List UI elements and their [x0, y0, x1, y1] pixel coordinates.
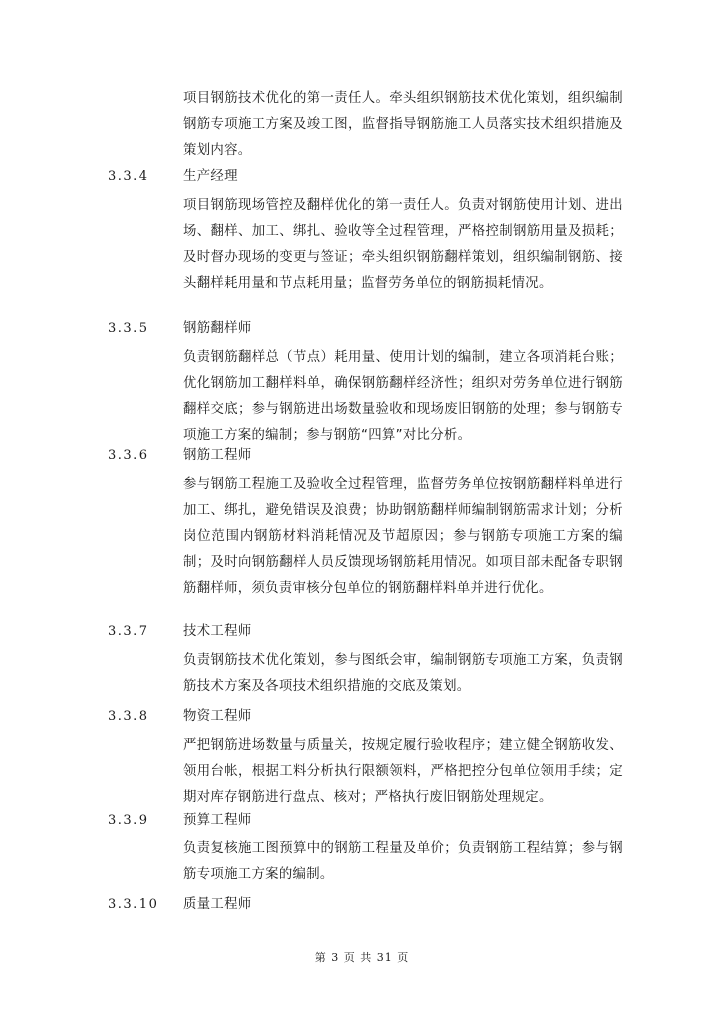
section-title-rebar-detailer: 钢筋翻样师	[183, 321, 252, 336]
section-body-budget-engineer: 负责复核施工图预算中的钢筋工程量及单价；负责钢筋工程结算；参与钢筋专项施工方案的编制。	[183, 841, 623, 882]
section-number-3-3-5: 3.3.5	[108, 321, 149, 336]
intro-paragraph: 项目钢筋技术优化的第一责任人。牵头组织钢筋技术优化策划，组织编制钢筋专项施工方案及竣工图，监督指导钢筋施工人员落实技术组织措施及策划内容。	[183, 91, 623, 158]
section-number-3-3-6: 3.3.6	[108, 448, 149, 463]
section-number-3-3-8: 3.3.8	[108, 709, 149, 724]
section-title-production-manager: 生产经理	[183, 169, 238, 184]
section-body-materials-engineer: 严把钢筋进场数量与质量关，按规定履行验收程序；建立健全钢筋收发、领用台帐，根据工料分析执行限额领料，严格把控分包单位领用手续；定期对库存钢筋进行盘点、核对；严格执行废旧钢筋处理规定。	[183, 738, 623, 805]
section-title-quality-engineer: 质量工程师	[183, 897, 252, 912]
section-number-3-3-7: 3.3.7	[108, 624, 149, 639]
section-number-3-3-10: 3.3.10	[108, 897, 159, 912]
section-title-technical-engineer: 技术工程师	[183, 624, 252, 639]
page-footer: 第 3 页 共 31 页	[314, 951, 410, 964]
section-number-3-3-9: 3.3.9	[108, 813, 149, 828]
section-body-production-manager: 项目钢筋现场管控及翻样优化的第一责任人。负责对钢筋使用计划、进出场、翻样、加工、绑扎、验收等全过程管理，严格控制钢筋用量及损耗；及时督办现场的变更与签证；牵头组织钢筋翻样策划，组织编制钢筋、接头翻样耗用量和节点耗用量；监督劳务单位的钢筋损耗情况。	[183, 198, 623, 291]
section-number-3-3-4: 3.3.4	[108, 169, 149, 184]
section-title-rebar-engineer: 钢筋工程师	[183, 448, 252, 463]
section-body-technical-engineer: 负责钢筋技术优化策划，参与图纸会审，编制钢筋专项施工方案，负责钢筋技术方案及各项技术组织措施的交底及策划。	[183, 653, 623, 694]
section-title-budget-engineer: 预算工程师	[183, 813, 252, 828]
section-title-materials-engineer: 物资工程师	[183, 709, 252, 724]
section-body-rebar-engineer: 参与钢筋工程施工及验收全过程管理，监督劳务单位按钢筋翻样料单进行加工、绑扎，避免错误及浪费；协助钢筋翻样师编制钢筋需求计划；分析岗位范围内钢筋材料消耗情况及节超原因；参与钢筋专项施工方案的编制；及时向钢筋翻样人员反馈现场钢筋耗用情况。如项目部未配备专职钢筋翻样师，须负责审核分包单位的钢筋翻样料单并进行优化。	[183, 477, 623, 596]
section-body-rebar-detailer: 负责钢筋翻样总（节点）耗用量、使用计划的编制，建立各项消耗台账；优化钢筋加工翻样料单，确保钢筋翻样经济性；组织对劳务单位进行钢筋翻样交底；参与钢筋进出场数量验收和现场废旧钢筋的处理；参与钢筋专项施工方案的编制；参与钢筋“四算”对比分析。	[183, 350, 623, 443]
